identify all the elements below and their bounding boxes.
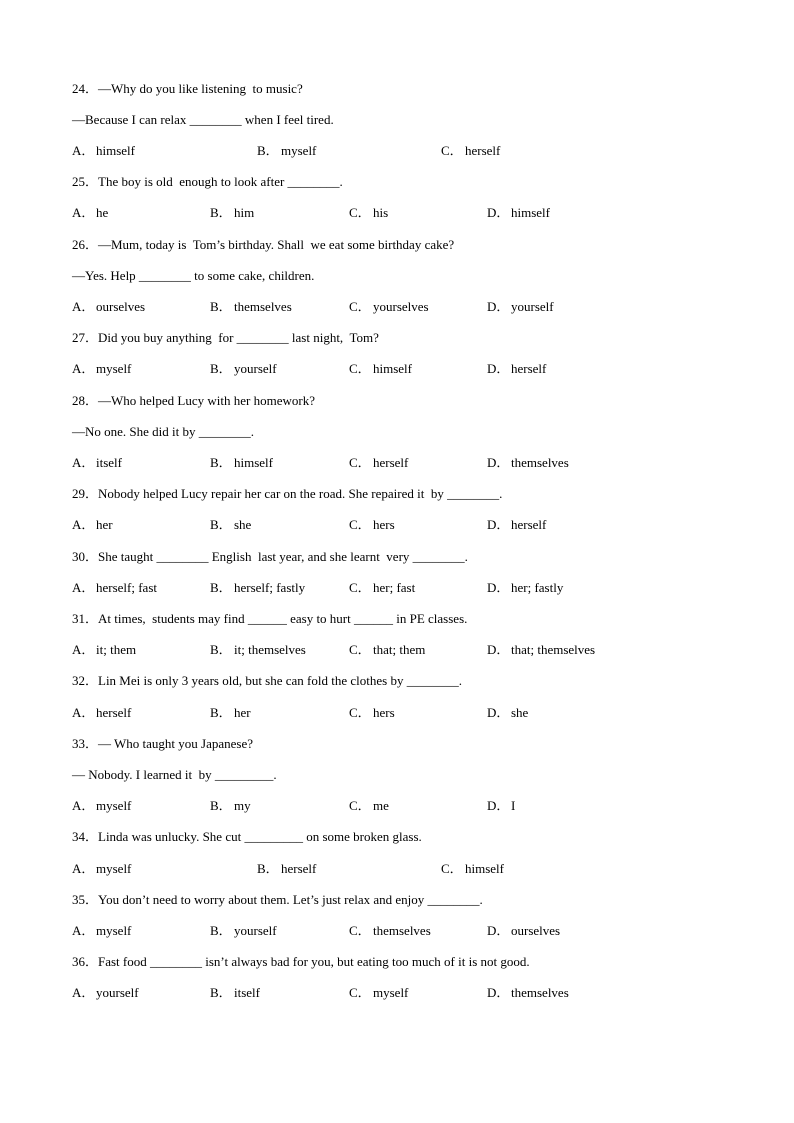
option-text: herself — [465, 143, 501, 158]
option-letter: D． — [487, 705, 510, 720]
question-32-option-d[interactable] — [487, 704, 528, 722]
question-33-option-b[interactable] — [210, 797, 251, 815]
option-letter: C． — [349, 798, 371, 813]
option-letter: D． — [487, 642, 510, 657]
question-27-option-b[interactable] — [210, 360, 277, 378]
option-letter: C． — [349, 705, 371, 720]
question-30-option-d[interactable] — [487, 579, 563, 597]
option-text: it; themselves — [234, 642, 306, 657]
option-text: myself — [96, 361, 132, 376]
option-letter: B． — [210, 205, 232, 220]
question-32-option-a[interactable] — [72, 704, 131, 722]
option-letter: C． — [349, 580, 371, 595]
question-29-option-b[interactable] — [210, 516, 251, 534]
option-text: that; them — [373, 642, 426, 657]
question-26-option-c[interactable] — [349, 298, 429, 316]
option-text: hers — [373, 517, 395, 532]
option-text: my — [234, 798, 251, 813]
option-letter: D． — [487, 580, 510, 595]
option-text: himself — [96, 143, 135, 158]
question-24-line-1: 24．—Why do you like listening to music? — [72, 81, 303, 96]
question-33-option-d[interactable] — [487, 797, 515, 815]
option-text: himself — [511, 205, 550, 220]
option-letter: D． — [487, 798, 510, 813]
question-33-line-1: 33．— Who taught you Japanese? — [72, 736, 253, 751]
option-letter: D． — [487, 985, 510, 1000]
question-33-option-c[interactable] — [349, 797, 389, 815]
option-text: her; fast — [373, 580, 416, 595]
question-29-option-a[interactable] — [72, 516, 113, 534]
option-text: myself — [281, 143, 317, 158]
option-text: hers — [373, 705, 395, 720]
option-letter: B． — [210, 705, 232, 720]
question-26-option-b[interactable] — [210, 298, 292, 316]
option-letter: A． — [72, 143, 95, 158]
question-34-option-a[interactable] — [72, 860, 131, 878]
option-text: yourselves — [373, 299, 429, 314]
option-letter: C． — [349, 205, 371, 220]
option-text: herself; fast — [96, 580, 158, 595]
question-32-option-c[interactable] — [349, 704, 395, 722]
option-letter: B． — [257, 143, 279, 158]
option-letter: D． — [487, 517, 510, 532]
option-letter: A． — [72, 205, 95, 220]
option-text: themselves — [373, 923, 431, 938]
option-text: yourself — [234, 361, 277, 376]
question-29-option-c[interactable] — [349, 516, 395, 534]
option-text: myself — [96, 861, 132, 876]
option-letter: B． — [210, 299, 232, 314]
option-letter: C． — [349, 361, 371, 376]
option-text: me — [373, 798, 389, 813]
question-28-option-d[interactable] — [487, 454, 569, 472]
option-letter: C． — [441, 143, 463, 158]
question-30-option-a[interactable] — [72, 579, 157, 597]
question-35-option-a[interactable] — [72, 922, 131, 940]
option-letter: B． — [210, 642, 232, 657]
option-text: she — [511, 705, 529, 720]
question-26-line-1: 26．—Mum, today is Tom’s birthday. Shall we eat some birthday cake? — [72, 237, 455, 252]
question-27-option-d[interactable] — [487, 360, 546, 378]
option-text: herself; fastly — [234, 580, 306, 595]
option-text: yourself — [96, 985, 139, 1000]
option-text: her; fastly — [511, 580, 564, 595]
option-text: myself — [96, 798, 132, 813]
option-letter: C． — [441, 861, 463, 876]
option-letter: C． — [349, 517, 371, 532]
option-letter: D． — [487, 455, 510, 470]
option-letter: B． — [257, 861, 279, 876]
option-letter: D． — [487, 205, 510, 220]
question-29-option-d[interactable] — [487, 516, 546, 534]
option-letter: D． — [487, 923, 510, 938]
option-text: herself — [281, 861, 317, 876]
option-text: herself — [511, 517, 547, 532]
question-34-option-b[interactable] — [257, 860, 316, 878]
question-27-option-c[interactable] — [349, 360, 412, 378]
option-text: her — [96, 517, 113, 532]
question-26-option-a[interactable] — [72, 298, 145, 316]
question-32-option-b[interactable] — [210, 704, 251, 722]
option-text: myself — [96, 923, 132, 938]
question-31-option-b[interactable] — [210, 641, 306, 659]
question-31-option-d[interactable] — [487, 641, 595, 659]
question-33-line-2: — Nobody. I learned it by _________. — [72, 767, 277, 782]
question-36-option-b[interactable] — [210, 984, 260, 1002]
question-36-line-1: 36．Fast food ________ isn’t always bad for you, but eating too much of it is not good. — [72, 954, 530, 969]
option-letter: C． — [349, 299, 371, 314]
option-letter: A． — [72, 798, 95, 813]
question-34-line-1: 34．Linda was unlucky. She cut _________ on some broken glass. — [72, 829, 422, 844]
question-36-option-d[interactable] — [487, 984, 569, 1002]
option-letter: A． — [72, 361, 95, 376]
option-text: himself — [234, 455, 273, 470]
option-letter: A． — [72, 517, 95, 532]
question-30-option-b[interactable] — [210, 579, 305, 597]
question-35-option-c[interactable] — [349, 922, 431, 940]
option-text: he — [96, 205, 109, 220]
option-letter: B． — [210, 361, 232, 376]
question-31-line-1: 31．At times, students may find ______ easy to hurt ______ in PE classes. — [72, 611, 468, 626]
question-28-line-1: 28．—Who helped Lucy with her homework? — [72, 393, 315, 408]
question-27-option-a[interactable] — [72, 360, 131, 378]
option-text: myself — [373, 985, 409, 1000]
option-text: himself — [465, 861, 504, 876]
question-24-option-a[interactable] — [72, 142, 135, 160]
question-36-option-c[interactable] — [349, 984, 408, 1002]
option-letter: C． — [349, 455, 371, 470]
option-text: herself — [96, 705, 132, 720]
question-35-option-b[interactable] — [210, 922, 277, 940]
option-text: yourself — [511, 299, 554, 314]
question-25-line-1: 25．The boy is old enough to look after ________. — [72, 174, 343, 189]
question-26-line-2: —Yes. Help ________ to some cake, children. — [72, 268, 315, 283]
option-letter: C． — [349, 923, 371, 938]
option-text: she — [234, 517, 252, 532]
question-28-option-b[interactable] — [210, 454, 273, 472]
question-24-line-2: —Because I can relax ________ when I feel tired. — [72, 112, 334, 127]
option-letter: A． — [72, 580, 95, 595]
option-letter: B． — [210, 985, 232, 1000]
option-letter: B． — [210, 580, 232, 595]
question-34-option-c[interactable] — [441, 860, 504, 878]
option-letter: A． — [72, 705, 95, 720]
question-29-line-1: 29．Nobody helped Lucy repair her car on the road. She repaired it by ________. — [72, 486, 503, 501]
question-31-option-a[interactable] — [72, 641, 136, 659]
option-letter: A． — [72, 985, 95, 1000]
option-letter: B． — [210, 517, 232, 532]
option-letter: C． — [349, 985, 371, 1000]
question-35-option-d[interactable] — [487, 922, 560, 940]
question-36-option-a[interactable] — [72, 984, 139, 1002]
option-text: his — [373, 205, 389, 220]
option-text: itself — [96, 455, 122, 470]
question-32-line-1: 32．Lin Mei is only 3 years old, but she can fold the clothes by ________. — [72, 673, 462, 688]
question-25-option-d[interactable] — [487, 204, 550, 222]
option-letter: B． — [210, 923, 232, 938]
option-letter: A． — [72, 299, 95, 314]
question-28-option-a[interactable] — [72, 454, 122, 472]
question-30-line-1: 30．She taught ________ English last year, and she learnt very ________. — [72, 549, 468, 564]
question-24-option-b[interactable] — [257, 142, 316, 160]
option-text: ourselves — [96, 299, 146, 314]
option-letter: D． — [487, 299, 510, 314]
option-text: him — [234, 205, 255, 220]
option-text: himself — [373, 361, 412, 376]
question-33-option-a[interactable] — [72, 797, 131, 815]
option-letter: B． — [210, 455, 232, 470]
option-text: I — [511, 798, 516, 813]
question-25-option-c[interactable] — [349, 204, 388, 222]
option-text: themselves — [511, 985, 569, 1000]
question-25-option-a[interactable] — [72, 204, 108, 222]
option-text: herself — [373, 455, 409, 470]
option-letter: A． — [72, 861, 95, 876]
option-letter: A． — [72, 455, 95, 470]
option-letter: D． — [487, 361, 510, 376]
option-text: herself — [511, 361, 547, 376]
question-24-option-c[interactable] — [441, 142, 500, 160]
option-letter: B． — [210, 798, 232, 813]
question-27-line-1: 27．Did you buy anything for ________ last night, Tom? — [72, 330, 379, 345]
option-text: themselves — [511, 455, 569, 470]
question-30-option-c[interactable] — [349, 579, 415, 597]
question-35-line-1: 35．You don’t need to worry about them. Let’s just relax and enjoy ________. — [72, 892, 483, 907]
question-28-option-c[interactable] — [349, 454, 408, 472]
question-26-option-d[interactable] — [487, 298, 554, 316]
option-letter: C． — [349, 642, 371, 657]
question-28-line-2: —No one. She did it by ________. — [72, 424, 254, 439]
option-text: that; themselves — [511, 642, 596, 657]
option-text: her — [234, 705, 251, 720]
question-31-option-c[interactable] — [349, 641, 425, 659]
option-letter: A． — [72, 642, 95, 657]
option-text: themselves — [234, 299, 292, 314]
option-text: yourself — [234, 923, 277, 938]
option-text: it; them — [96, 642, 137, 657]
option-text: ourselves — [511, 923, 561, 938]
option-letter: A． — [72, 923, 95, 938]
option-text: itself — [234, 985, 260, 1000]
question-25-option-b[interactable] — [210, 204, 254, 222]
